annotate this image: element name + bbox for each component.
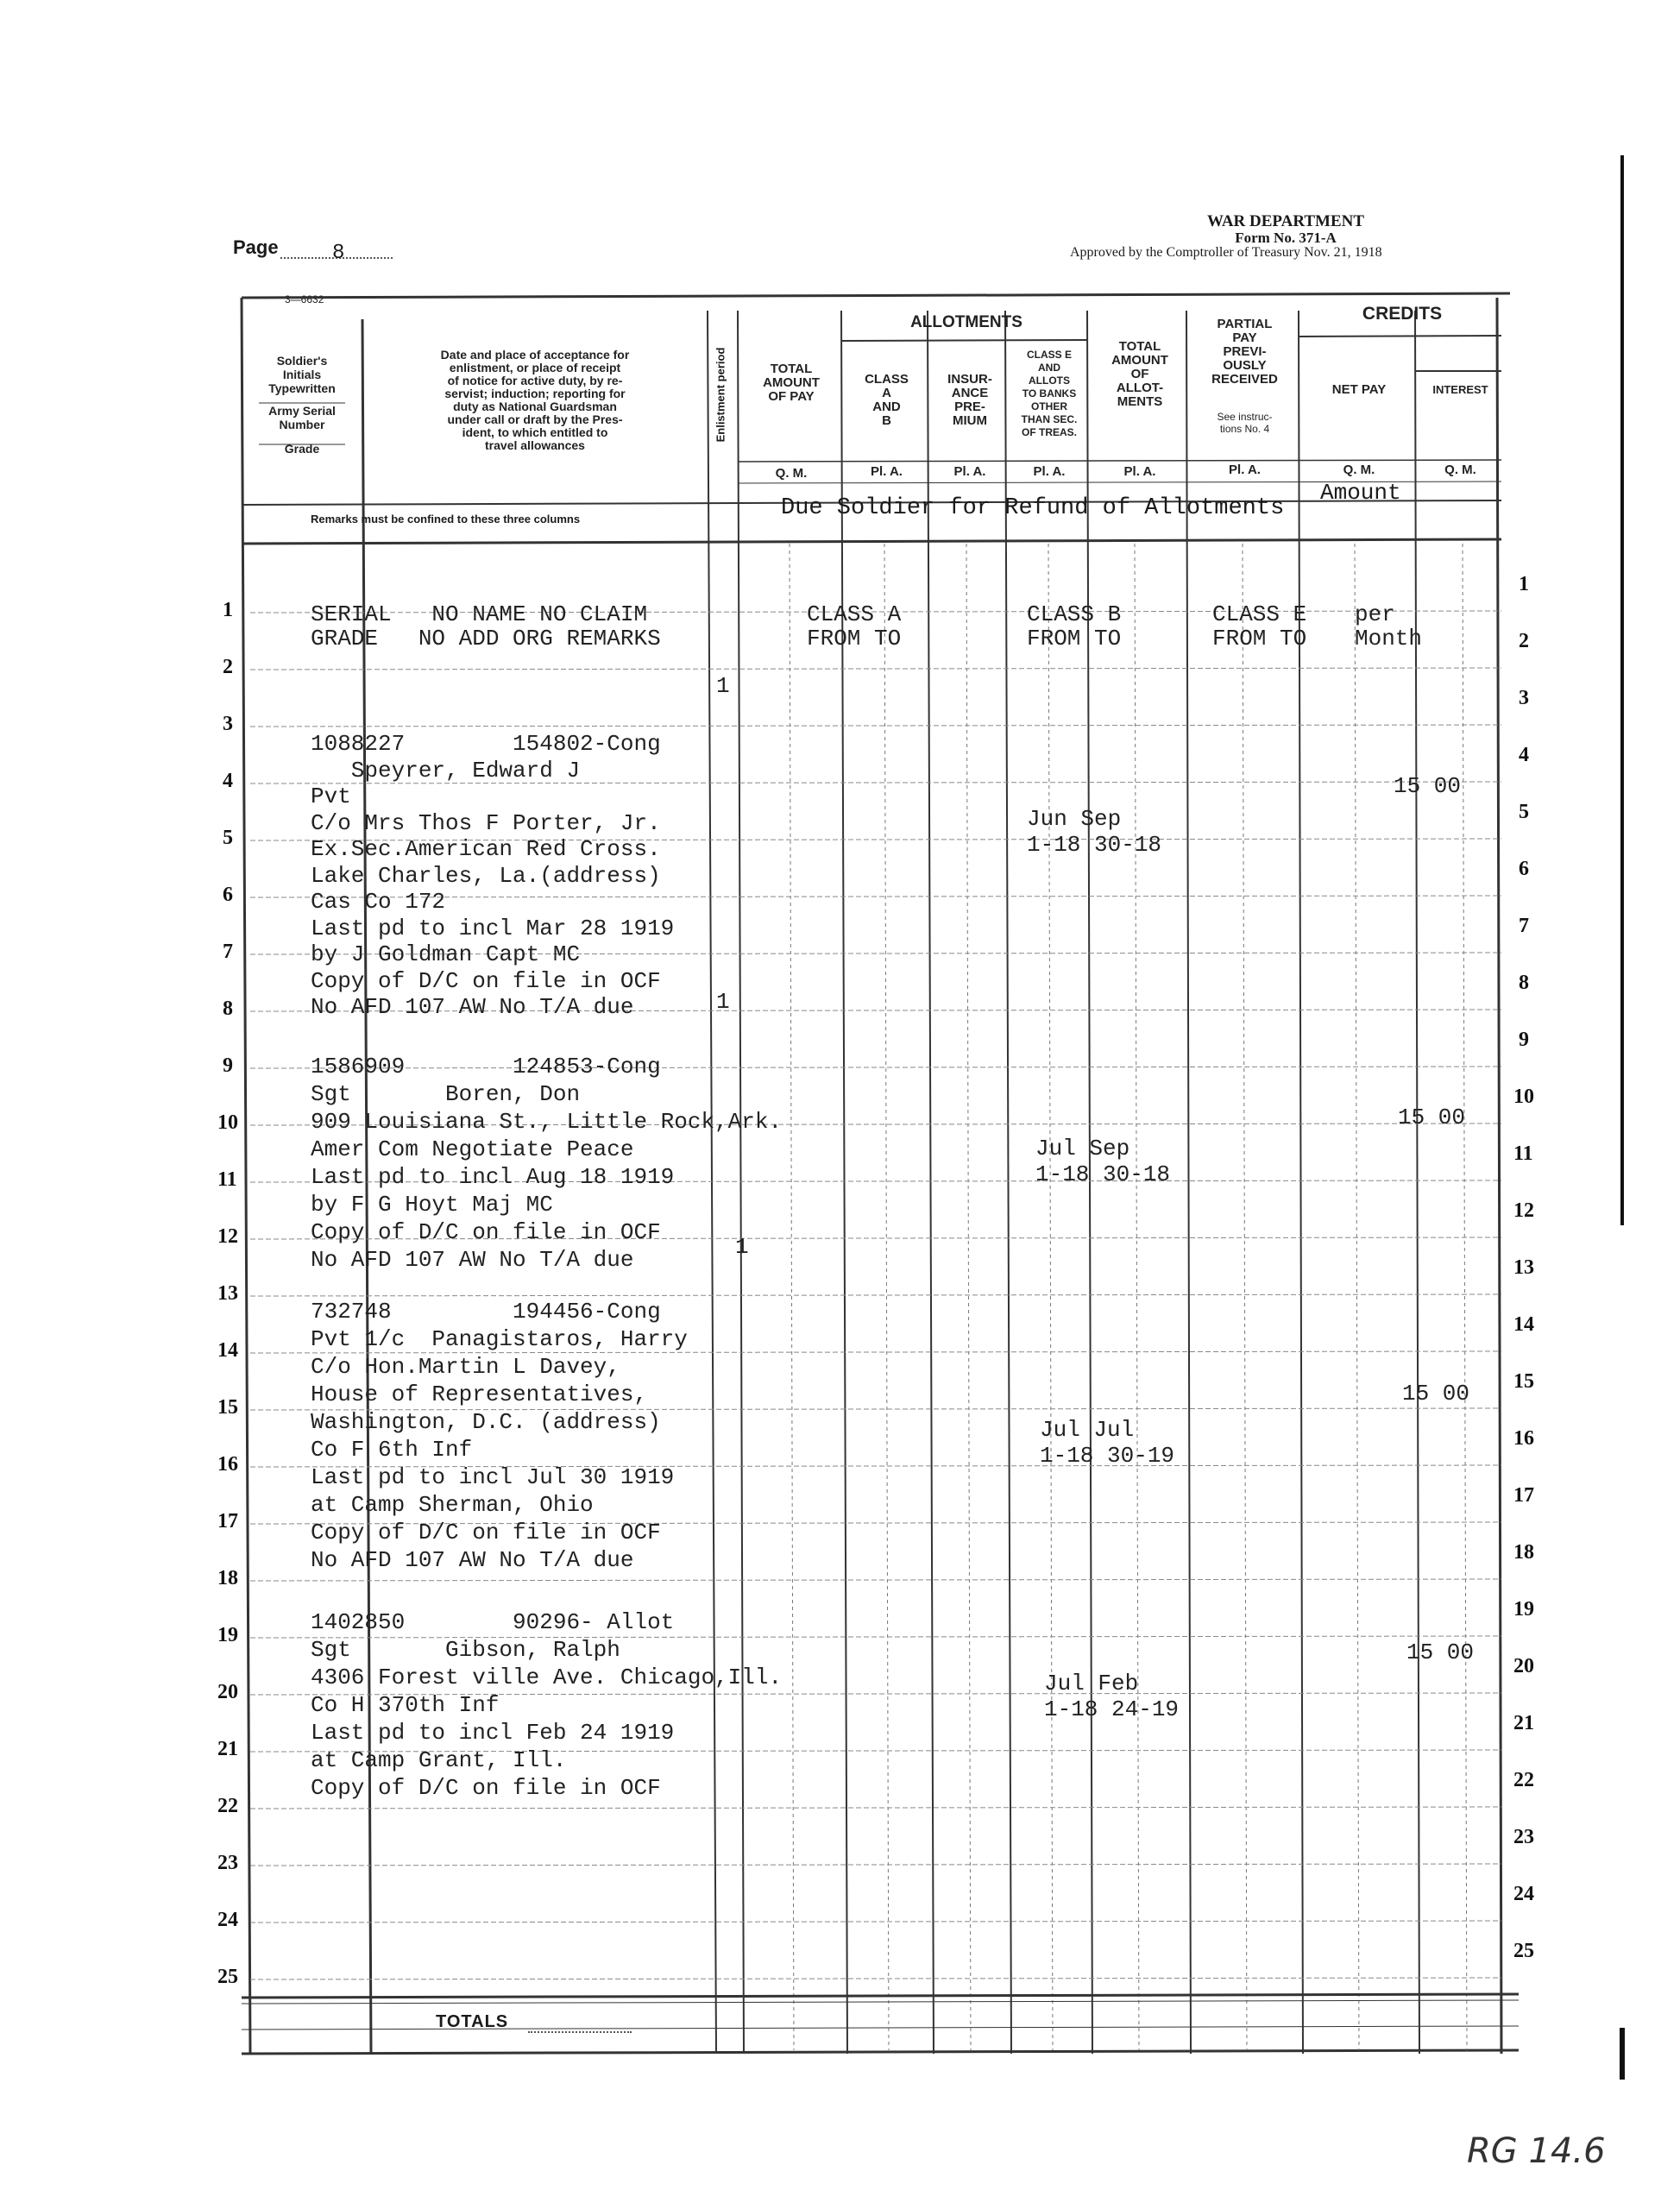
line-number-left: 14	[217, 1339, 238, 1362]
entry-3-amount: 15 00	[1402, 1381, 1470, 1407]
entry-3-period: 1	[735, 1234, 749, 1260]
line-number-right: 14	[1513, 1313, 1534, 1336]
qm-total-pay: Q. M.	[775, 466, 808, 481]
date-place-header: Date and place of acceptance for enlistment, or place of receipt of notice for active duty, by re- servist; induction; reporting for duty as National Guardsman under call or draft by the Pres- ident, to which entitled to travel allowances	[440, 348, 630, 452]
handwritten-record-group: RG 14.6	[1467, 2131, 1606, 2171]
line-number-right: 13	[1513, 1256, 1534, 1279]
pla-insurance: Pl. A.	[953, 464, 986, 479]
line-number-left: 9	[223, 1054, 233, 1077]
line-number-right: 17	[1513, 1484, 1534, 1507]
line-number-right: 24	[1513, 1883, 1534, 1905]
line-number-right: 11	[1513, 1142, 1533, 1165]
totals-label: TOTALS	[436, 2012, 509, 2031]
entry-2-period: 1	[716, 989, 730, 1015]
remarks-note: Remarks must be confined to these three columns	[311, 513, 581, 526]
line-number-left: 16	[217, 1453, 238, 1476]
line-number-left: 22	[217, 1795, 238, 1817]
line-number-right: 9	[1519, 1029, 1529, 1051]
line-number-left: 18	[217, 1567, 238, 1589]
partial-note: See instruc- tions No. 4	[1217, 411, 1273, 435]
subheader-class-e: CLASS E FROM TO	[1212, 601, 1307, 651]
entry-3-from-to: Jul Jul 1-18 30-19	[1040, 1417, 1175, 1469]
line-number-left: 5	[223, 827, 233, 849]
credits-header: CREDITS	[1362, 304, 1443, 324]
line-number-left: 13	[217, 1282, 238, 1305]
line-number-right: 25	[1513, 1940, 1534, 1962]
entry-4-amount: 15 00	[1406, 1639, 1475, 1665]
entry-1-lines: 1088227 154802-Cong Speyrer, Edward J Pvt C/o Mrs Thos F Porter, Jr. Ex.Sec.American Red Cross. Lake Charles, La.(address) Cas Co 172 Last pd to incl Mar 28 1919 by J Goldman Capt MC Copy of D/C on file in OCF No AFD 107 AW No T/A due	[311, 731, 675, 1020]
line-number-right: 15	[1513, 1370, 1534, 1393]
dept-title: WAR DEPARTMENT	[1206, 212, 1365, 230]
insurance-header: INSUR- ANCE PRE- MIUM	[947, 372, 992, 428]
line-number-left: 10	[217, 1111, 238, 1134]
line-number-right: 6	[1519, 858, 1529, 880]
form-code: 3—6632	[285, 293, 324, 305]
line-number-left: 20	[217, 1681, 238, 1703]
total-allot-header: TOTAL AMOUNT OF ALLOT- MENTS	[1111, 339, 1168, 409]
line-number-right: 3	[1519, 687, 1529, 709]
line-number-left: 1	[223, 599, 233, 621]
entry-2-lines: 1586909 124853-Cong Sgt Boren, Don 909 Louisiana St., Little Rock,Ark. Amer Com Negotiate Peace Last pd to incl Aug 18 1919 by F G Hoyt Maj MC Copy of D/C on file in OCF No AFD 107 AW No T/A due	[311, 1054, 783, 1273]
entry-2-amount: 15 00	[1398, 1104, 1466, 1130]
entry-4-from-to: Jul Feb 1-18 24-19	[1044, 1671, 1180, 1722]
line-number-right: 8	[1519, 972, 1529, 994]
net-pay-header: NET PAY	[1331, 382, 1387, 397]
line-number-right: 5	[1519, 801, 1529, 823]
class-e-header: CLASS E AND ALLOTS TO BANKS OTHER THAN SEC. OF TREAS.	[1021, 349, 1078, 438]
subheader-class-b: CLASS B FROM TO	[1027, 601, 1122, 651]
line-number-right: 10	[1513, 1086, 1534, 1108]
line-number-left: 8	[223, 998, 233, 1020]
line-number-right: 22	[1513, 1769, 1534, 1791]
line-number-left: 11	[217, 1168, 237, 1191]
entry-3-lines: 732748 194456-Cong Pvt 1/c Panagistaros, Harry C/o Hon.Martin L Davey, House of Representatives, Washington, D.C. (address) Co F 6th Inf Last pd to incl Jul 30 1919 at Camp Sherman, Ohio Copy of D/C on file in OCF No AFD 107 AW No T/A due	[311, 1299, 688, 1573]
allotments-header: ALLOTMENTS	[910, 313, 1022, 331]
amount-label: Amount	[1320, 480, 1401, 506]
line-number-right: 1	[1519, 573, 1529, 595]
pla-class-e: Pl. A.	[1033, 464, 1066, 479]
subheader-per-month: per Month	[1355, 601, 1423, 651]
line-number-right: 2	[1519, 630, 1529, 652]
line-number-left: 6	[223, 884, 233, 906]
line-number-left: 4	[223, 770, 233, 792]
line-number-right: 7	[1519, 915, 1529, 937]
soldier-header: Soldier's Initials Typewritten Army Serial Number Grade	[268, 354, 336, 456]
line-number-left: 15	[217, 1396, 238, 1419]
page-label: Page	[233, 236, 279, 258]
line-number-right: 21	[1513, 1712, 1534, 1734]
pla-class-ab: Pl. A.	[871, 464, 903, 479]
entry-1-period: 1	[716, 673, 730, 699]
line-number-left: 19	[217, 1624, 238, 1646]
totals-dotted-line	[528, 2031, 632, 2033]
form-number: Form No. 371-A	[1235, 230, 1337, 246]
qm-net-pay: Q. M.	[1343, 463, 1375, 477]
line-number-left: 2	[223, 656, 233, 678]
subheader-class-a: CLASS A FROM TO	[807, 601, 902, 651]
line-number-right: 19	[1513, 1598, 1534, 1621]
line-number-left: 21	[217, 1738, 238, 1760]
line-number-left: 17	[217, 1510, 238, 1532]
page-number: 8	[332, 242, 345, 265]
line-number-left: 25	[217, 1966, 238, 1988]
approval-note: Approved by the Comptroller of Treasury Nov. 21, 1918	[1070, 245, 1382, 260]
subheader-left: SERIAL NO NAME NO CLAIM GRADE NO ADD ORG REMARKS	[311, 601, 661, 651]
line-number-left: 7	[223, 941, 233, 963]
entry-4-lines: 1402850 90296- Allot Sgt Gibson, Ralph 4306 Forest ville Ave. Chicago,Ill. Co H 370th Inf Last pd to incl Feb 24 1919 at Camp Grant, Ill. Copy of D/C on file in OCF	[311, 1609, 783, 1801]
due-refund-note: Due Soldier for Refund of Allotments	[781, 495, 1285, 521]
pla-partial: Pl. A.	[1229, 463, 1261, 477]
qm-interest: Q. M.	[1444, 463, 1476, 477]
line-number-right: 23	[1513, 1826, 1534, 1848]
line-number-right: 4	[1519, 744, 1529, 766]
partial-header: PARTIAL PAY PREVI- OUSLY RECEIVED	[1211, 317, 1278, 387]
entry-2-from-to: Jul Sep 1-18 30-18	[1035, 1136, 1171, 1187]
line-number-left: 23	[217, 1852, 238, 1874]
class-ab-header: CLASS A AND B	[865, 372, 909, 428]
line-number-right: 16	[1513, 1427, 1534, 1450]
entry-1-amount: 15 00	[1394, 773, 1462, 799]
line-number-left: 12	[217, 1225, 238, 1248]
total-pay-header: TOTAL AMOUNT OF PAY	[763, 362, 820, 404]
pla-total-allot: Pl. A.	[1123, 464, 1156, 479]
line-number-right: 20	[1513, 1655, 1534, 1677]
line-number-right: 18	[1513, 1541, 1534, 1564]
entry-1-from-to: Jun Sep 1-18 30-18	[1027, 806, 1162, 858]
line-number-left: 3	[223, 713, 233, 735]
enlistment-header: Enlistment period	[714, 347, 727, 443]
interest-header: INTEREST	[1432, 383, 1488, 396]
line-number-right: 12	[1513, 1199, 1534, 1222]
line-number-left: 24	[217, 1909, 238, 1931]
